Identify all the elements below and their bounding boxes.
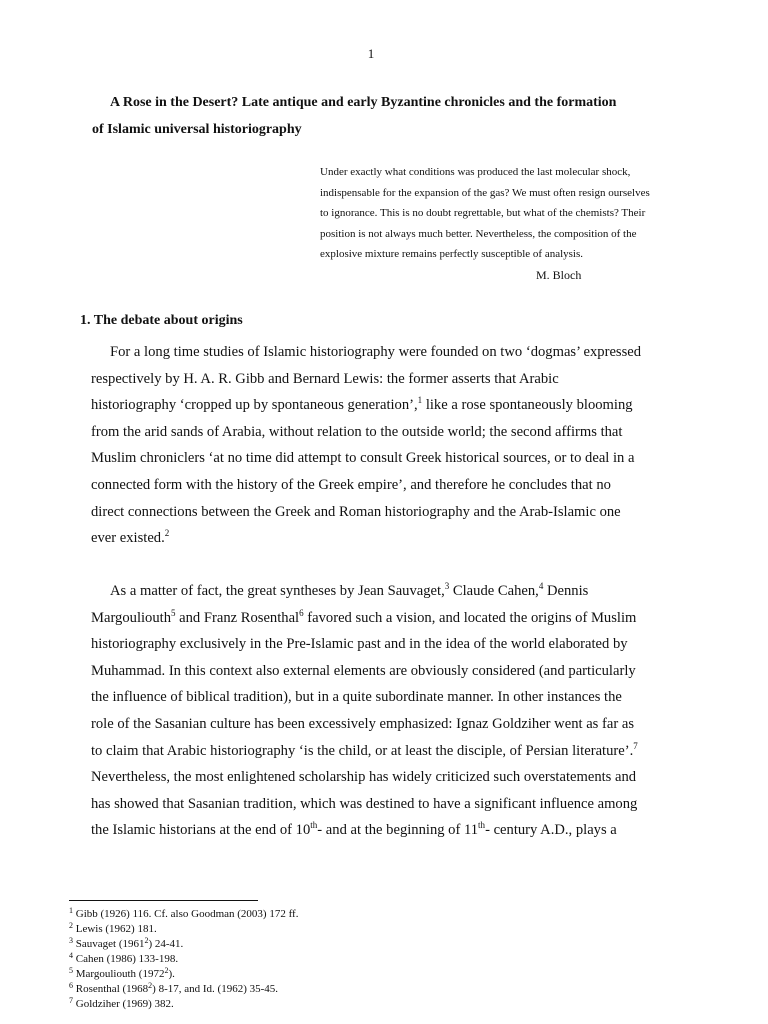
text-segment: and Franz Rosenthal	[175, 609, 300, 626]
title-line-1: A Rose in the Desert? Late antique and early Byzantine chronicles and the formation	[110, 95, 617, 110]
epigraph-line: position is not always much better. Nevertheless, the composition of the	[320, 227, 637, 240]
text-segment: Margouliouth	[91, 609, 171, 626]
text-segment: historiography ‘cropped up by spontaneous generation’,	[91, 397, 418, 414]
footnote-text: Lewis (1962) 181.	[75, 923, 157, 935]
text-segment: favored such a vision, and located the origins of Muslim	[303, 609, 637, 626]
text-line	[91, 605, 691, 632]
text-line	[91, 578, 691, 605]
text-segment: Dennis	[543, 583, 589, 599]
edition-superscript: 2	[164, 966, 169, 975]
footnote-ref-1[interactable]: 1	[417, 395, 423, 406]
section-heading: 1. The debate about origins	[80, 313, 243, 328]
text-line: the influence of biblical tradition), but in a quite subordinate manner. In other instances the	[91, 689, 622, 706]
page-number: 1	[367, 46, 375, 61]
epigraph-line: indispensable for the expansion of the gas? We must often resign ourselves	[320, 186, 650, 199]
text-line	[91, 817, 691, 844]
footnote-text: Goldziher (1969) 382.	[75, 998, 174, 1010]
epigraph-line: Under exactly what conditions was produced the last molecular shock,	[320, 166, 631, 178]
text-line: direct connections between the Greek and Roman historiography and the Arab-Islamic one	[91, 503, 621, 520]
text-line: role of the Sasanian culture has been excessively emphasized: Ignaz Goldziher went as far as	[91, 715, 634, 732]
text-line: For a long time studies of Islamic historiography were founded on two ‘dogmas’ expressed	[110, 344, 642, 360]
footnote: $^6$ Rosenthal (1968$^2$) 8-17, and Id. (1962) 35-45.	[69, 981, 279, 995]
footnote-text: ) 24-41.	[148, 938, 184, 950]
footnote-text: ).	[168, 968, 175, 980]
footnote-text: Margouliouth (1972	[75, 968, 165, 980]
footnote-text: Rosenthal (1968	[75, 983, 149, 995]
text-line: Muhammad. In this context also external elements are obviously considered (and particularly	[91, 662, 636, 679]
text-segment: ever existed.	[91, 530, 165, 547]
text-line	[91, 392, 691, 419]
text-segment: the Islamic historians at the end of 10	[91, 822, 311, 839]
footnote-text: Gibb (1926) 116. Cf. also Goodman (2003) 172 ff.	[75, 908, 299, 920]
footnote: $^2$ Lewis (1962) 181.	[69, 921, 157, 935]
body-paragraph-2	[91, 578, 691, 844]
text-line	[91, 525, 691, 552]
footnote: $^7$ Goldziher (1969) 382.	[69, 996, 174, 1010]
text-line: from the arid sands of Arabia, without relation to the outside world; the second affirms that	[91, 423, 623, 440]
text-segment: Claude Cahen,	[449, 583, 539, 599]
text-line: historiography exclusively in the Pre-Islamic past and in the idea of the world elaborated by	[91, 636, 628, 653]
epigraph-line: explosive mixture remains perfectly susceptible of analysis.	[320, 248, 584, 261]
edition-superscript: 2	[148, 981, 153, 990]
text-line: respectively by H. A. R. Gibb and Bernard Lewis: the former asserts that Arabic	[91, 370, 559, 387]
text-segment: As a matter of fact, the great syntheses by Jean Sauvaget,	[110, 583, 445, 599]
text-line: has showed that Sasanian tradition, which was destined to have a significant influence among	[91, 795, 638, 812]
text-line: Muslim chroniclers ‘at no time did attempt to consult Greek historical sources, or to deal in a	[91, 450, 635, 467]
footnote-ref-7[interactable]: 7	[633, 740, 638, 751]
footnote: $^3$ Sauvaget (1961$^2$) 24-41.	[69, 936, 184, 950]
ordinal-suffix: th	[478, 820, 486, 831]
epigraph	[320, 162, 680, 286]
title-line-2: of Islamic universal historiography	[92, 122, 302, 137]
footnote-text: ) 8-17, and Id. (1962) 35-45.	[152, 983, 279, 995]
footnote: $^1$ Gibb (1926) 116. Cf. also Goodman (2003) 172 ff.	[69, 906, 299, 920]
footnote: $^4$ Cahen (1986) 133-198.	[69, 951, 179, 965]
footnote-ref-6[interactable]: 6	[299, 607, 304, 618]
text-segment: to claim that Arabic historiography ‘is the child, or at least the disciple, of Persian literature’.	[91, 742, 634, 759]
footnote-ref-3[interactable]: 3	[444, 581, 450, 591]
ordinal-suffix: th	[310, 820, 318, 831]
paper-title	[92, 89, 692, 143]
footnote: $^5$ Margouliouth (1972$^2$).	[69, 966, 175, 980]
text-segment: - and at the beginning of 11	[317, 822, 479, 839]
footnote-divider	[69, 900, 258, 901]
text-line: Nevertheless, the most enlightened scholarship has widely criticized such overstatements and	[91, 769, 637, 786]
footnote-text: Cahen (1986) 133-198.	[75, 953, 179, 965]
epigraph-author: M. Bloch	[536, 267, 582, 282]
footnote-ref-2[interactable]: 2	[164, 528, 170, 539]
footnote-ref-5[interactable]: 5	[171, 607, 176, 618]
text-line: connected form with the history of the Greek empire’, and therefore he concludes that no	[91, 476, 611, 493]
footnote-ref-4[interactable]: 4	[538, 581, 544, 591]
body-paragraph-1	[91, 339, 691, 552]
footnotes	[69, 907, 569, 1012]
text-line	[91, 738, 691, 765]
footnote-text: Sauvaget (1961	[75, 938, 145, 950]
edition-superscript: 2	[144, 936, 149, 945]
epigraph-line: to ignorance. This is no doubt regrettable, but what of the chemists? Their	[320, 207, 646, 220]
text-segment: - century A.D., plays a	[485, 822, 617, 839]
text-segment: like a rose spontaneously blooming	[422, 397, 633, 414]
